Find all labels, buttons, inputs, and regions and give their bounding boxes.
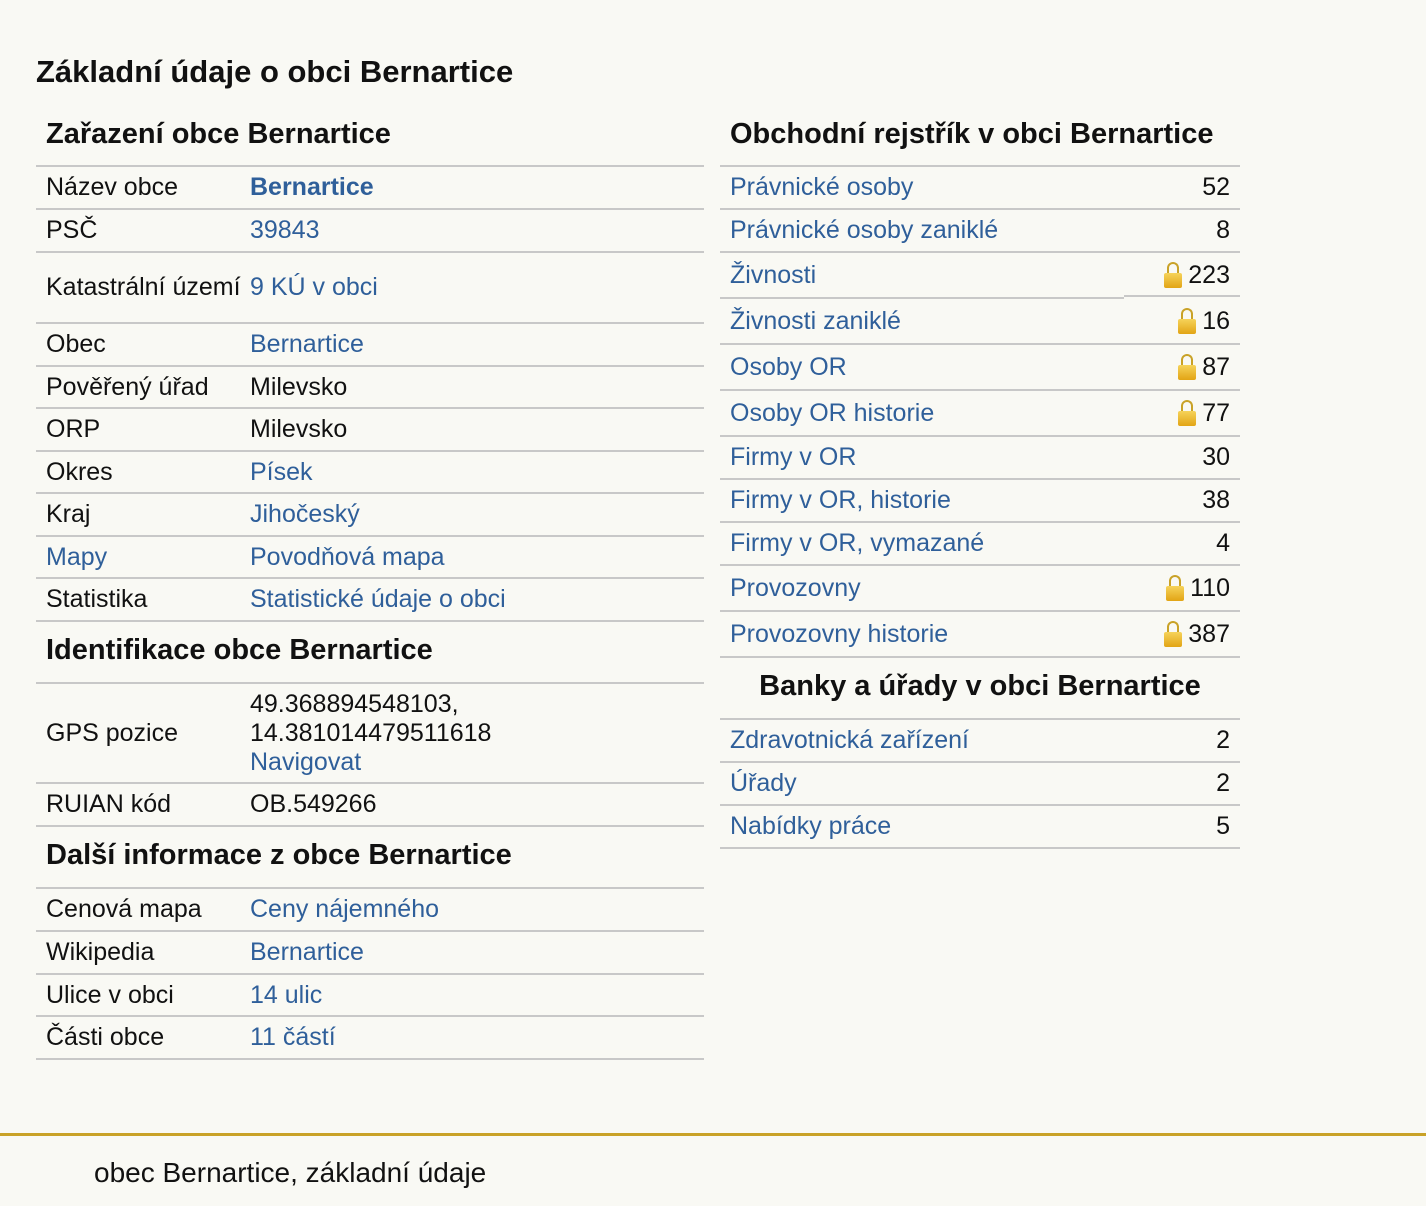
mapy-link[interactable]: Mapy xyxy=(46,542,108,571)
gps-longitude: 14.381014479511618 xyxy=(250,718,492,747)
row-label: Katastrální území xyxy=(46,273,241,301)
count-cell xyxy=(1202,443,1230,472)
lock-icon[interactable] xyxy=(1178,308,1196,334)
rejstrik-item-link[interactable]: Právnické osoby xyxy=(730,173,914,201)
row-label: Wikipedia xyxy=(46,938,155,966)
obec-name-link[interactable]: Bernartice xyxy=(250,173,374,201)
rejstrik-item-link[interactable]: Osoby OR historie xyxy=(730,398,935,427)
identifikace-heading: Identifikace obce Bernartice xyxy=(36,622,704,684)
count-cell xyxy=(1216,216,1230,245)
katastralni-uzemi-link[interactable]: 9 KÚ v obci xyxy=(250,273,378,301)
table-row xyxy=(36,684,704,784)
table-row xyxy=(36,784,704,827)
left-column xyxy=(36,113,704,1060)
gps-value xyxy=(250,690,694,777)
dalsi-heading: Další informace z obce Bernartice xyxy=(36,827,704,889)
table-row xyxy=(36,494,704,537)
row-label: Statistika xyxy=(46,585,148,613)
count-value: 52 xyxy=(1202,173,1230,201)
table-row xyxy=(36,975,704,1017)
table-row xyxy=(36,932,704,975)
ruian-value: OB.549266 xyxy=(250,790,377,818)
footer-text: obec Bernartice, základní údaje xyxy=(94,1157,487,1188)
rejstrik-table xyxy=(720,167,1240,658)
lock-icon[interactable] xyxy=(1178,354,1196,380)
povodnova-mapa-link[interactable]: Povodňová mapa xyxy=(250,542,445,571)
rejstrik-item-link[interactable]: Firmy v OR, vymazané xyxy=(730,529,985,557)
table-row xyxy=(36,889,704,932)
obec-link[interactable]: Bernartice xyxy=(250,330,364,358)
row-label: Cenová mapa xyxy=(46,895,202,923)
row-value: Milevsko xyxy=(250,415,348,443)
count-value: 4 xyxy=(1216,529,1230,557)
row-label: Kraj xyxy=(46,500,91,528)
gps-latitude: 49.368894548103, xyxy=(250,689,459,718)
table-row xyxy=(36,210,704,253)
count-value: 2 xyxy=(1216,726,1230,754)
wikipedia-link[interactable]: Bernartice xyxy=(250,938,364,966)
count-cell xyxy=(1202,486,1230,515)
banky-heading: Banky a úřady v obci Bernartice xyxy=(720,658,1240,720)
row-label: Ulice v obci xyxy=(46,980,174,1009)
ulice-link[interactable]: 14 ulic xyxy=(250,980,323,1009)
psc-link[interactable]: 39843 xyxy=(250,216,320,244)
banky-item-link[interactable]: Zdravotnická zařízení xyxy=(730,726,969,754)
row-label: PSČ xyxy=(46,216,98,244)
table-row xyxy=(36,1017,704,1060)
banky-table xyxy=(720,720,1240,849)
count-value: 2 xyxy=(1216,769,1230,797)
list-item xyxy=(720,167,1240,210)
count-value: 30 xyxy=(1202,443,1230,471)
kraj-link[interactable]: Jihočeský xyxy=(250,500,360,528)
banky-item-link[interactable]: Úřady xyxy=(730,769,797,797)
right-column xyxy=(720,113,1240,849)
list-item xyxy=(720,299,1240,345)
lock-icon[interactable] xyxy=(1164,262,1182,288)
navigate-link[interactable]: Navigovat xyxy=(250,747,362,776)
list-item xyxy=(720,612,1240,658)
list-item xyxy=(720,523,1240,566)
lock-icon[interactable] xyxy=(1166,575,1184,601)
count-cell xyxy=(1202,173,1230,202)
page-title: Základní údaje o obci Bernartice xyxy=(36,54,514,89)
count-cell xyxy=(1216,529,1230,558)
table-row xyxy=(36,367,704,409)
rejstrik-item-link[interactable]: Právnické osoby zaniklé xyxy=(730,216,999,244)
rejstrik-item-link[interactable]: Provozovny historie xyxy=(730,619,949,648)
count-value: 8 xyxy=(1216,216,1230,244)
table-row xyxy=(36,324,704,367)
table-row xyxy=(36,253,704,324)
list-item xyxy=(720,345,1240,391)
count-value: 38 xyxy=(1202,486,1230,514)
count-value: 5 xyxy=(1216,812,1230,840)
count-cell xyxy=(1178,307,1230,336)
rejstrik-item-link[interactable]: Firmy v OR, historie xyxy=(730,486,951,514)
rejstrik-item-link[interactable]: Firmy v OR xyxy=(730,443,857,471)
row-label: GPS pozice xyxy=(46,718,179,747)
rejstrik-item-link[interactable]: Osoby OR xyxy=(730,352,847,381)
list-item xyxy=(720,391,1240,437)
okres-link[interactable]: Písek xyxy=(250,457,313,486)
rejstrik-item-link[interactable]: Živnosti xyxy=(730,260,817,289)
count-value: 387 xyxy=(1188,619,1230,648)
count-cell xyxy=(1164,620,1230,649)
count-value: 16 xyxy=(1202,306,1230,335)
banky-item-link[interactable]: Nabídky práce xyxy=(730,812,892,840)
list-item xyxy=(720,806,1240,849)
rejstrik-heading: Obchodní rejstřík v obci Bernartice xyxy=(720,113,1240,167)
count-value: 87 xyxy=(1202,352,1230,381)
row-label: Název obce xyxy=(46,173,179,201)
lock-icon[interactable] xyxy=(1178,400,1196,426)
row-label: Obec xyxy=(46,330,106,358)
list-item xyxy=(720,763,1240,806)
list-item xyxy=(720,566,1240,612)
dalsi-table xyxy=(36,889,704,1060)
row-label: ORP xyxy=(46,415,101,443)
row-value: Milevsko xyxy=(250,372,348,401)
table-row xyxy=(36,452,704,494)
list-item xyxy=(720,437,1240,480)
ceny-najemneho-link[interactable]: Ceny nájemného xyxy=(250,895,440,923)
row-label: Okres xyxy=(46,457,113,486)
casti-obce-link[interactable]: 11 částí xyxy=(250,1023,336,1051)
statistika-link[interactable]: Statistické údaje o obci xyxy=(250,585,506,613)
list-item xyxy=(720,210,1240,253)
lock-icon[interactable] xyxy=(1164,621,1182,647)
table-row xyxy=(36,579,704,622)
count-cell xyxy=(1178,353,1230,382)
count-value: 223 xyxy=(1188,260,1230,289)
count-cell xyxy=(1164,261,1230,290)
list-item xyxy=(720,720,1240,763)
zarazeni-table xyxy=(36,167,704,622)
row-label: Pověřený úřad xyxy=(46,372,209,401)
rejstrik-item-link[interactable]: Provozovny xyxy=(730,573,861,602)
list-item xyxy=(720,480,1240,523)
table-row xyxy=(36,537,704,579)
table-row xyxy=(36,167,704,210)
zarazeni-heading: Zařazení obce Bernartice xyxy=(36,113,704,167)
table-row xyxy=(36,409,704,452)
count-value: 77 xyxy=(1202,398,1230,427)
row-label: RUIAN kód xyxy=(46,790,172,818)
footer-divider xyxy=(0,1133,1426,1136)
rejstrik-item-link[interactable]: Živnosti zaniklé xyxy=(730,306,901,335)
row-label: Části obce xyxy=(46,1023,165,1051)
count-cell xyxy=(1178,399,1230,428)
count-value: 110 xyxy=(1190,573,1230,602)
list-item xyxy=(720,253,1240,299)
identifikace-table xyxy=(36,684,704,827)
count-cell xyxy=(1166,574,1230,603)
